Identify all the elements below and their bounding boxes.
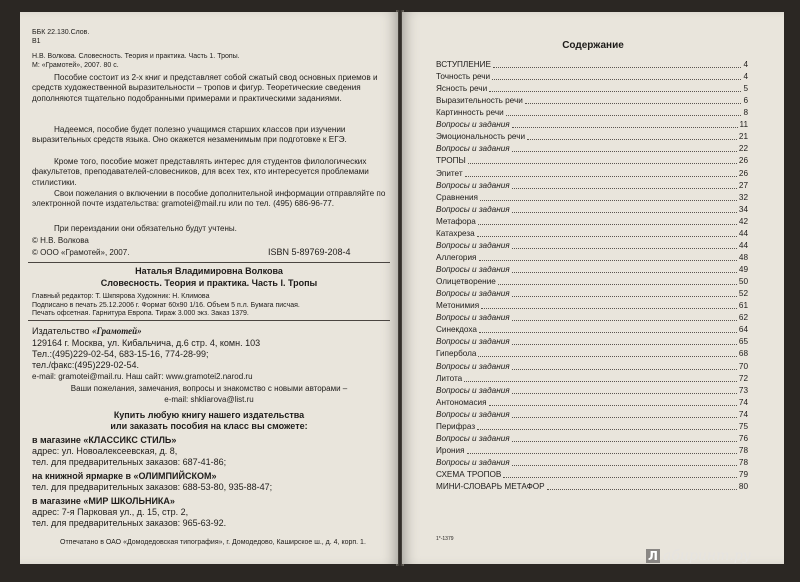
watermark-text: абиринт.ру <box>663 548 751 564</box>
store-3-phone: тел. для предварительных заказов: 965-63-92. <box>32 518 227 528</box>
toc-title: Эмоциональность речи <box>436 132 526 142</box>
toc-page-number: 49 <box>738 265 748 275</box>
toc-page-number: 27 <box>738 180 748 190</box>
toc-leader-dots <box>480 200 737 201</box>
toc-row <box>436 168 748 179</box>
toc-page-number: 11 <box>739 120 748 130</box>
publisher-label: Издательство <box>32 326 90 336</box>
toc-leader-dots <box>503 477 737 478</box>
toc-row <box>436 143 748 154</box>
toc-title: Вопросы и задания <box>436 204 510 214</box>
toc-title: Синекдоха <box>436 325 477 335</box>
toc-leader-dots <box>512 151 737 152</box>
toc-page-number: 34 <box>738 204 748 214</box>
copyright-publisher: © ООО «Грамотей», 2007. <box>32 248 130 257</box>
toc-row <box>436 457 748 468</box>
publisher-phones: Тел.:(495)229-02-54, 683-15-16, 774-28-99; <box>32 349 209 359</box>
toc-title: ТРОПЫ <box>436 156 466 166</box>
toc-leader-dots <box>468 163 737 164</box>
toc-title: Вопросы и задания <box>436 144 510 154</box>
toc-title: Вопросы и задания <box>436 120 510 130</box>
store-2-title: на книжной ярмарке в «ОЛИМПИЙСКОМ» <box>32 471 217 481</box>
toc-leader-dots <box>547 489 737 490</box>
publisher-line <box>32 326 142 337</box>
toc-leader-dots <box>465 176 737 177</box>
toc-leader-dots <box>467 453 737 454</box>
store-1-phone: тел. для предварительных заказов: 687-41-86; <box>32 457 227 467</box>
toc-row <box>436 433 748 444</box>
toc-row <box>436 373 748 384</box>
toc-row <box>436 264 748 275</box>
toc-row <box>436 192 748 203</box>
toc-heading: Содержание <box>562 40 624 51</box>
toc-page-number: 26 <box>738 168 748 178</box>
publisher-email-site: e-mail: gramotei@mail.ru. Наш сайт: www.gramotei2.narod.ru <box>32 372 253 381</box>
toc-leader-dots <box>489 91 741 92</box>
toc-leader-dots <box>512 320 737 321</box>
toc-title: Вопросы и задания <box>436 180 510 190</box>
toc-leader-dots <box>479 332 737 333</box>
publisher-logo-text: «Грамотей» <box>91 326 142 336</box>
toc-leader-dots <box>512 465 737 466</box>
store-3-title: в магазине «МИР ШКОЛЬНИКА» <box>32 496 175 506</box>
toc-leader-dots <box>489 405 737 406</box>
toc-leader-dots <box>479 260 737 261</box>
toc-page-number: 74 <box>738 397 748 407</box>
toc-title: Гипербола <box>436 349 477 359</box>
toc-row <box>436 240 748 251</box>
toc-row <box>436 276 748 287</box>
print-info-line-1: Подписано в печать 25.12.2006 г. Формат 60х90 1/16. Объем 5 п.л. Бумага писчая. <box>32 302 300 309</box>
toc-page-number: 72 <box>738 373 748 383</box>
buy-line-2: или заказать пособия на класс вы сможете: <box>110 421 308 431</box>
wishes-line: Ваши пожелания, замечания, вопросы и знакомство с новыми авторами – <box>70 384 348 393</box>
toc-leader-dots <box>512 369 737 370</box>
toc-row <box>436 336 748 347</box>
toc-leader-dots <box>512 296 737 297</box>
toc-leader-dots <box>464 381 737 382</box>
copyright-author: © Н.В. Волкова <box>32 236 89 245</box>
toc-leader-dots <box>477 236 737 237</box>
toc-title: Вопросы и задания <box>436 385 510 395</box>
toc-row <box>436 83 748 94</box>
toc-page-number: 73 <box>738 385 748 395</box>
toc-leader-dots <box>477 429 737 430</box>
left-page <box>20 12 398 564</box>
toc-row <box>436 445 748 456</box>
toc-title: Ирония <box>436 445 465 455</box>
toc-leader-dots <box>478 356 736 357</box>
annotation-paragraph-2: Надеемся, пособие будет полезно учащимся старших классов при изучении выразительных средств языка. Оно окажется незаменимым при подготовке к ЕГЭ. <box>32 125 347 145</box>
watermark-initial: Л <box>646 549 660 563</box>
toc-title: МИНИ-СЛОВАРЬ МЕТАФОР <box>436 482 545 492</box>
toc-page-number: 50 <box>738 277 748 287</box>
annotation-paragraph-5: При переиздании они обязательно будут учтены. <box>54 224 237 233</box>
toc-page-number: 79 <box>738 470 748 480</box>
page-footer-code: 1*-1379 <box>436 536 454 542</box>
toc-page-number: 62 <box>738 313 748 323</box>
toc-row <box>436 107 748 118</box>
toc-title: Перифраз <box>436 421 476 431</box>
toc-row <box>436 361 748 372</box>
toc-page-number: 4 <box>743 72 748 82</box>
store-3-address: адрес: 7-я Парковая ул., д. 15, стр. 2, <box>32 507 189 517</box>
toc-leader-dots <box>512 417 737 418</box>
toc-title: Вопросы и задания <box>436 457 510 467</box>
toc-page-number: 26 <box>738 156 748 166</box>
toc-page-number: 61 <box>738 301 748 311</box>
toc-page-number: 52 <box>738 289 748 299</box>
toc-leader-dots <box>481 308 737 309</box>
toc-leader-dots <box>512 272 737 273</box>
toc-leader-dots <box>512 393 737 394</box>
toc-leader-dots <box>492 79 741 80</box>
printing-house-line: Отпечатано в ОАО «Домодедовская типография», г. Домодедово, Каширское ш., д. 4, корп. 1. <box>60 539 366 546</box>
labirint-watermark <box>646 548 751 564</box>
toc-row <box>436 288 748 299</box>
toc-leader-dots <box>478 224 737 225</box>
toc-title: Вопросы и задания <box>436 313 510 323</box>
toc-page-number: 6 <box>743 96 748 106</box>
toc-title: Ясность речи <box>436 84 488 94</box>
toc-row <box>436 469 748 480</box>
toc-page-number: 48 <box>738 252 748 262</box>
toc-row <box>436 409 748 420</box>
toc-page-number: 75 <box>738 421 748 431</box>
print-info-line-2: Печать офсетная. Гарнитура Европа. Тираж 3.000 экз. Заказ 1379. <box>32 310 249 317</box>
toc-leader-dots <box>512 248 737 249</box>
toc-page-number: 5 <box>743 84 748 94</box>
toc-row <box>436 300 748 311</box>
toc-page-number: 44 <box>738 228 748 238</box>
toc-page-number: 74 <box>738 409 748 419</box>
wishes-email: e-mail: shkliarova@list.ru <box>164 395 254 404</box>
toc-leader-dots <box>512 344 737 345</box>
citation-line-2: М: «Грамотей», 2007. 80 с. <box>32 62 119 69</box>
toc-title: Вопросы и задания <box>436 409 510 419</box>
toc-title: Вопросы и задания <box>436 265 510 275</box>
toc-page-number: 8 <box>743 108 748 118</box>
toc-page-number: 21 <box>738 132 748 142</box>
toc-page-number: 70 <box>738 361 748 371</box>
annotation-paragraph-4: Свои пожелания о включении в пособие дополнительной информации отправляйте по электронной почте издательства: gramotei@mail.ru или по тел. (495) 686-96-77. <box>32 189 386 209</box>
toc-title: Антономасия <box>436 397 487 407</box>
toc-row <box>436 348 748 359</box>
toc-row <box>436 131 748 142</box>
toc-title: Олицетворение <box>436 277 496 287</box>
toc-leader-dots <box>512 188 737 189</box>
toc-title: Вопросы и задания <box>436 361 510 371</box>
toc-title: Сравнения <box>436 192 478 202</box>
publisher-telfax: тел./факс:(495)229-02-54. <box>32 360 139 370</box>
toc-row <box>436 204 748 215</box>
toc-page-number: 78 <box>738 445 748 455</box>
toc-page-number: 65 <box>738 337 748 347</box>
annotation-paragraph-1: Пособие состоит из 2-х книг и представляет собой сжатый свод основных приемов и средств художественной выразительности – тропов и фигур. Теоретические сведения дополняются тщательно подобранными примерами и практическими заданиями. <box>32 73 378 103</box>
toc-title: Точность речи <box>436 72 491 82</box>
toc-leader-dots <box>506 115 742 116</box>
toc-title: ВСТУПЛЕНИЕ <box>436 60 492 69</box>
toc-page-number: 76 <box>738 433 748 443</box>
author-name: Наталья Владимировна Волкова <box>135 266 283 276</box>
toc-title: Выразительность речи <box>436 96 523 106</box>
toc-title: Картинность речи <box>436 108 504 118</box>
editors-line: Главный редактор: Т. Шкпярова Художник: Н. Климова <box>32 293 210 300</box>
toc-title: Литота <box>436 373 463 383</box>
toc-page-number: 64 <box>738 325 748 335</box>
toc-row <box>436 312 748 323</box>
store-1-title: в магазине «КЛАССИКС СТИЛЬ» <box>32 435 177 445</box>
toc-row <box>436 481 748 492</box>
toc-title: Аллегория <box>436 252 477 262</box>
toc-row <box>436 71 748 82</box>
toc-page-number: 22 <box>738 144 748 154</box>
toc-row <box>436 228 748 239</box>
toc-row <box>436 252 748 263</box>
toc-page-number: 44 <box>738 240 748 250</box>
toc-leader-dots <box>498 284 737 285</box>
right-page <box>402 12 784 564</box>
toc-row <box>436 95 748 106</box>
toc-row <box>436 216 748 227</box>
toc-title: Вопросы и задания <box>436 433 510 443</box>
toc-title: Вопросы и задания <box>436 337 510 347</box>
toc-title: Метонимия <box>436 301 480 311</box>
toc-title: Катахреза <box>436 228 475 238</box>
toc-title: Эпитет <box>436 168 463 178</box>
divider-top <box>28 262 390 263</box>
store-1-address: адрес: ул. Новоалексеевская, д. 8, <box>32 446 178 456</box>
toc-row <box>436 324 748 335</box>
toc-leader-dots <box>525 103 742 104</box>
toc-row <box>436 397 748 408</box>
buy-line-1: Купить любую книгу нашего издательства <box>113 410 305 420</box>
toc-row <box>436 155 748 166</box>
toc-row <box>436 180 748 191</box>
book-title: Словесность. Теория и практика. Часть I. Тропы <box>100 278 318 288</box>
toc-leader-dots <box>512 212 737 213</box>
toc-title: Вопросы и задания <box>436 289 510 299</box>
toc-leader-dots <box>493 67 741 68</box>
toc-page-number: 80 <box>738 482 748 492</box>
toc-title: Вопросы и задания <box>436 240 510 250</box>
annotation-paragraph-3: Кроме того, пособие может представлять интерес для студентов филологических факультетов, преподавателей-словесников, для всех тех, кто интересуется проблемами стилистики. <box>32 157 369 187</box>
citation-line-1: Н.В. Волкова. Словесность. Теория и практика. Часть 1. Тропы. <box>32 53 240 60</box>
toc-leader-dots <box>527 139 737 140</box>
toc-page-number: 32 <box>738 192 748 202</box>
toc-leader-dots <box>512 441 737 442</box>
toc-title: СХЕМА ТРОПОВ <box>436 470 502 480</box>
toc-page-number: 68 <box>738 349 748 359</box>
toc-row <box>436 421 748 432</box>
publisher-address: 129164 г. Москва, ул. Кибальчича, д.6 стр. 4, комн. 103 <box>32 338 261 348</box>
toc-row <box>436 59 748 70</box>
store-2-phone: тел. для предварительных заказов: 688-53-80, 935-88-47; <box>32 482 273 492</box>
toc-page-number: 4 <box>743 60 748 69</box>
toc-page-number: 78 <box>738 457 748 467</box>
toc-page-number: 42 <box>738 216 748 226</box>
toc-title: Метафора <box>436 216 476 226</box>
isbn: ISBN 5-89769-208-4 <box>268 247 351 257</box>
b1-code: В1 <box>32 38 41 45</box>
toc-leader-dots <box>512 127 738 128</box>
bbk-code: ББК 22.130.Слов. <box>32 29 90 36</box>
divider-middle <box>28 320 390 321</box>
toc-row <box>436 385 748 396</box>
toc-row <box>436 119 748 130</box>
